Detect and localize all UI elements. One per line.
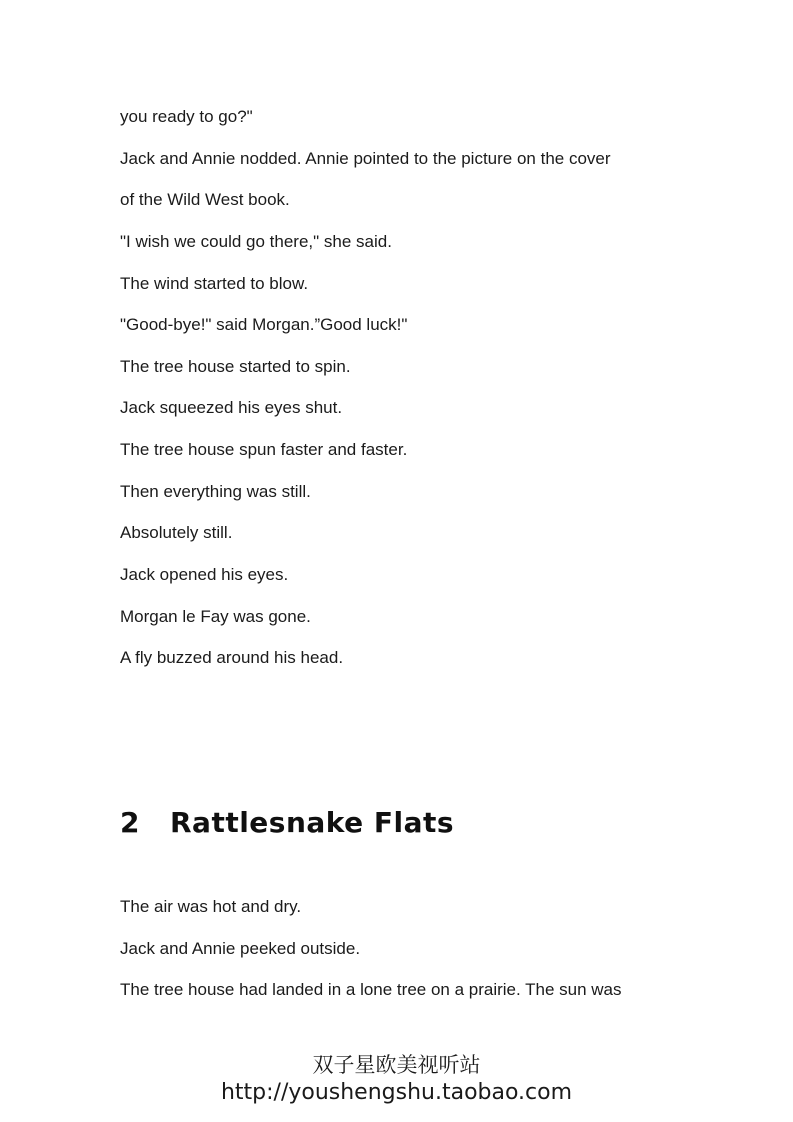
text-line: Morgan le Fay was gone. [120,606,311,626]
text-line: The tree house spun faster and faster. [120,440,408,460]
text-line: of the Wild West book. [120,190,290,210]
text-line: The tree house started to spin. [120,356,351,376]
text-line: you ready to go?" [120,107,253,126]
text-line: Then everything was still. [120,481,311,501]
text-line: Jack and Annie nodded. Annie pointed to the picture on the cover [120,148,611,168]
footer-watermark [0,1052,793,1106]
text-line: "Good-bye!" said Morgan.”Good luck!" [120,315,408,335]
footer-site-name: 双子星欧美视听站 [312,1053,481,1077]
text-line: The wind started to blow. [120,273,309,293]
text-line: The tree house had landed in a lone tree on a prairie. The sun was [120,980,622,1000]
story-paragraph-1 [120,96,753,679]
text-line: Jack and Annie peeked outside. [120,938,361,958]
text-line: Absolutely still. [120,523,233,543]
text-line: The air was hot and dry. [120,897,302,916]
text-line: A fly buzzed around his head. [120,648,344,668]
text-line: "I wish we could go there," she said. [120,231,392,251]
chapter-number: 2 [120,806,140,839]
text-line: Jack opened his eyes. [120,565,289,585]
story-paragraph-2 [120,886,753,1011]
chapter-heading [120,803,454,843]
chapter-title: Rattlesnake Flats [169,806,455,839]
text-line: Jack squeezed his eyes shut. [120,398,343,418]
footer-url: http://youshengshu.taobao.com [220,1080,573,1105]
